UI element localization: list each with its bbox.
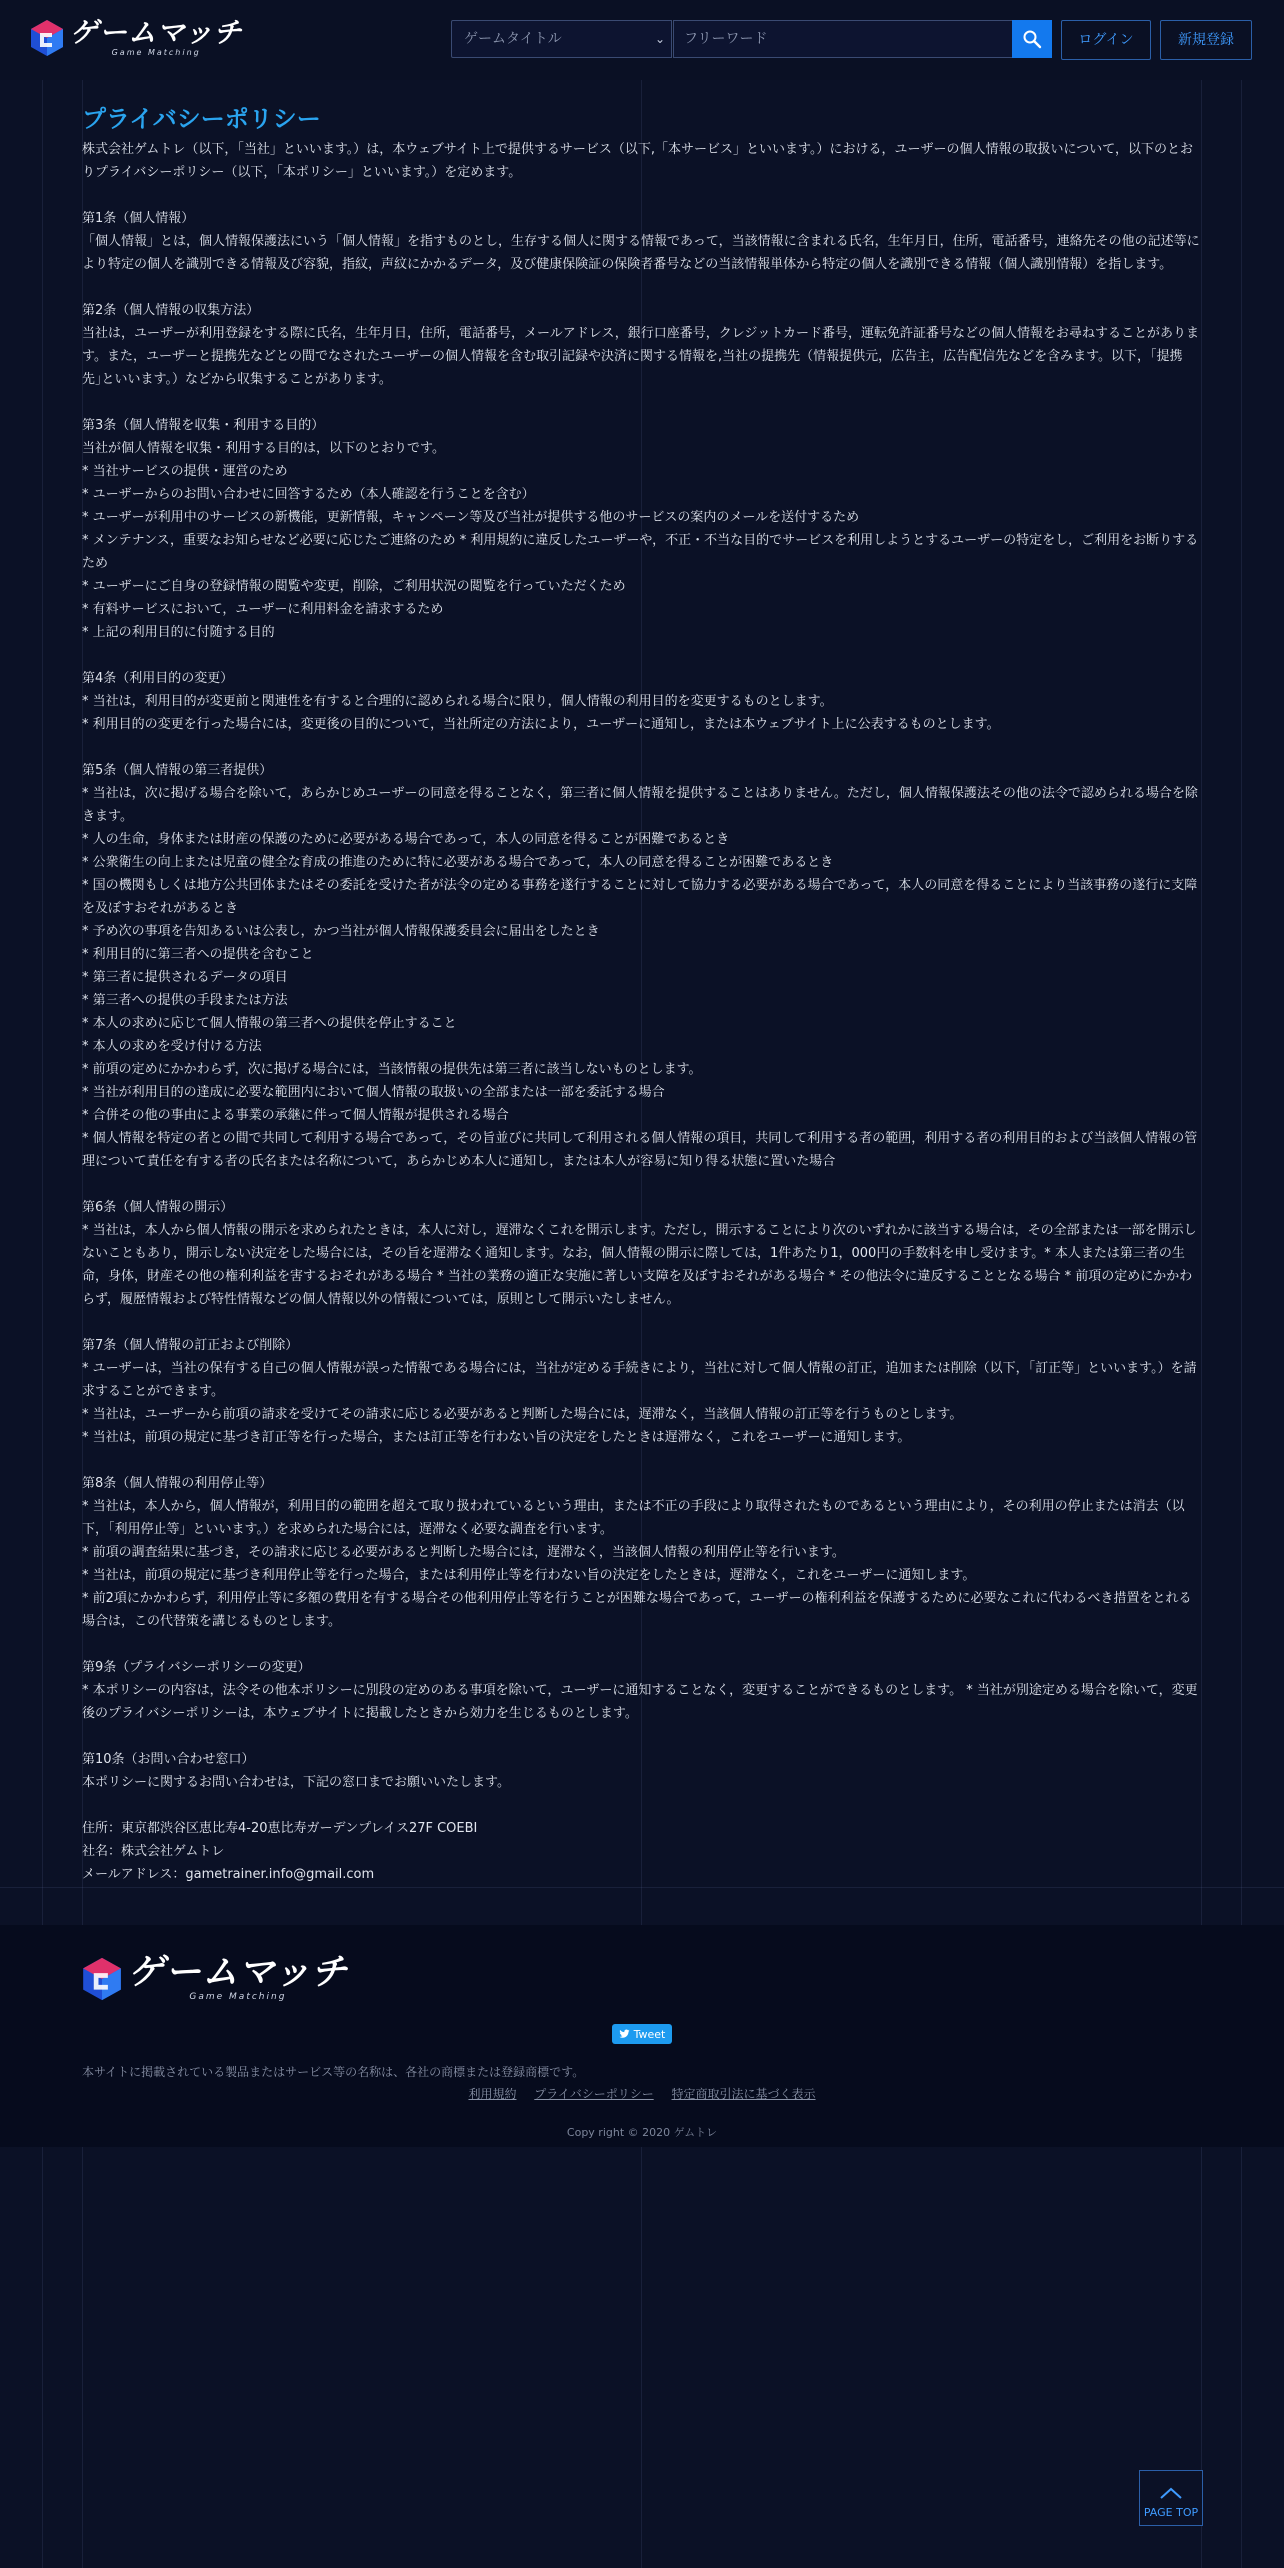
section-heading: 第7条（個人情報の訂正および削除） <box>82 1338 299 1353</box>
tweet-button[interactable] <box>612 2024 672 2044</box>
policy-line: 本ポリシーに関するお問い合わせは，下記の窓口までお願いいたします。 <box>82 1775 510 1790</box>
grid-line <box>1241 0 1242 2568</box>
copyright: Copy right © 2020 ゲムトレ <box>566 2126 718 2139</box>
logo-mark-icon <box>30 19 64 57</box>
policy-line: * 当社は，本人から個人情報の開示を求められたときは，本人に対し，遅滞なくこれを開示します。ただし，開示することにより次のいずれかに該当する場合は，その全部または一部を開示しないこともあり，開示しない決定をした場合には，その旨を遅滞なく通知します。なお，個人情報の開示に際しては，1件あたり1，000円の手数料を申し受けます。* 本人または第三者の生命，身体，財産その他の権利利益を害するおそれがある場合 * 当社の業務の適正な実施に著しい支障を及ぼすおそれがある場合 * その他法令に違反することとなる場合 * 前項の定めにかかわらず，履歴情報および特性情報などの個人情報以外の情報については，原則として開示いたしません。 <box>82 1223 1197 1307</box>
policy-line: * 利用目的の変更を行った場合には，変更後の目的について，当社所定の方法により，ユーザーに通知し，または本ウェブサイト上に公表するものとします。 <box>82 717 1000 732</box>
policy-line: * ユーザーからのお問い合わせに回答するため（本人確認を行うことを含む） <box>82 487 535 502</box>
policy-section <box>82 414 1202 644</box>
section-heading: 第9条（プライバシーポリシーの変更） <box>82 1660 311 1675</box>
game-title-select-value: ゲームタイトル <box>464 31 562 47</box>
login-button[interactable]: ログイン <box>1061 20 1151 60</box>
section-heading: 第10条（お問い合わせ窓口） <box>82 1752 255 1767</box>
chevron-down-icon: ⌄ <box>654 32 665 46</box>
policy-line: * 第三者への提供の手段または方法 <box>82 993 288 1008</box>
section-heading: 第5条（個人情報の第三者提供） <box>82 763 273 778</box>
policy-line: * 利用目的に第三者への提供を含むこと <box>82 947 314 962</box>
policy-line: * 当社は，本人から，個人情報が，利用目的の範囲を超えて取り扱われているという理由，または不正の手段により取得されたものであるという理由により，その利用の停止または消去（以下，「利用停止等」といいます。）を求められた場合には，遅滞なく必要な調査を行います。 <box>82 1499 1185 1537</box>
search-input-placeholder: フリーワード <box>684 31 768 47</box>
policy-line: * 前項の定めにかかわらず，次に掲げる場合には，当該情報の提供先は第三者に該当しないものとします。 <box>82 1062 702 1077</box>
policy-line: * 公衆衛生の向上または児童の健全な育成の推進のために特に必要がある場合であって，本人の同意を得ることが困難であるとき <box>82 855 834 870</box>
policy-line: * ユーザーが利用中のサービスの新機能，更新情報，キャンペーン等及び当社が提供する他のサービスの案内のメールを送付するため <box>82 510 860 525</box>
policy-section <box>82 759 1202 1173</box>
policy-line: * 国の機関もしくは地方公共団体またはその委託を受けた者が法令の定める事務を遂行することに対して協力する必要がある場合であって，本人の同意を得ることにより当該事務の遂行に支障を及ぼすおそれがあるとき <box>82 878 1198 916</box>
policy-line: * 有料サービスにおいて，ユーザーに利用料金を請求するため <box>82 602 444 617</box>
policy-section <box>82 1472 1202 1633</box>
footer-link-commerce[interactable]: 特定商取引法に基づく表示 <box>671 2087 816 2101</box>
chevron-up-icon <box>1159 2486 1183 2500</box>
section-heading: 第6条（個人情報の開示） <box>82 1200 234 1215</box>
page-top-label: PAGE TOP <box>1143 2506 1199 2519</box>
policy-section <box>82 1656 1202 1725</box>
policy-line: * 当社は，前項の規定に基づき利用停止等を行った場合，または利用停止等を行わない旨の決定をしたときは，遅滞なく，これをユーザーに通知します。 <box>82 1568 976 1583</box>
policy-section <box>82 667 1202 736</box>
policy-line: * 本ポリシーの内容は，法令その他本ポリシーに別段の定めのある事項を除いて，ユーザーに通知することなく，変更することができるものとします。 * 当社が別途定める場合を除いて，変更後のプライバシーポリシーは，本ウェブサイトに掲載したときから効力を生じるものとします。 <box>82 1683 1198 1721</box>
section-heading: 第2条（個人情報の収集方法） <box>82 303 260 318</box>
footer-logo-subtext: Game Matching <box>189 1992 287 2002</box>
policy-line: * 本人の求めを受け付ける方法 <box>82 1039 262 1054</box>
policy-line: 「個人情報」とは，個人情報保護法にいう「個人情報」を指すものとし，生存する個人に関する情報であって，当該情報に含まれる氏名，生年月日，住所，電話番号，連絡先その他の記述等により特定の個人を識別できる情報及び容貌，指紋，声紋にかかるデータ，及び健康保険証の保険者番号などの当該情報単体から特定の個人を識別できる情報（個人識別情報）を指します。 <box>82 234 1200 272</box>
policy-section <box>82 1817 1202 1886</box>
policy-section <box>82 299 1202 391</box>
policy-line: 株式会社ゲムトレ（以下，「当社」といいます。）は，本ウェブサイト上で提供するサービス（以下,「本サービス」といいます。）における，ユーザーの個人情報の取扱いについて，以下のとおりプライバシーポリシー（以下，「本ポリシー」といいます。）を定めます。 <box>82 142 1193 180</box>
policy-line: * 当社サービスの提供・運営のため <box>82 464 288 479</box>
logo-subtext: Game Matching <box>111 48 201 57</box>
logo-mark-icon <box>82 1956 122 2002</box>
policy-line: * 第三者に提供されるデータの項目 <box>82 970 288 985</box>
policy-line: * 前2項にかかわらず，利用停止等に多額の費用を有する場合その他利用停止等を行うことが困難な場合であって，ユーザーの権利利益を保護するために必要なこれに代わるべき措置をとれる場合は，この代替策を講じるものとします。 <box>82 1591 1192 1629</box>
policy-section <box>82 207 1202 276</box>
twitter-bird-icon <box>619 2029 630 2039</box>
policy-section <box>82 1196 1202 1311</box>
policy-line: * 当社は，利用目的が変更前と関連性を有すると合理的に認められる場合に限り，個人情報の利用目的を変更するものとします。 <box>82 694 833 709</box>
policy-line: * 前項の調査結果に基づき，その請求に応じる必要があると判断した場合には，遅滞なく，当該個人情報の利用停止等を行います。 <box>82 1545 845 1560</box>
policy-section <box>82 1334 1202 1449</box>
policy-line: * 合併その他の事由による事業の承継に伴って個人情報が提供される場合 <box>82 1108 509 1123</box>
policy-line: * 当社が利用目的の達成に必要な範囲内において個人情報の取扱いの全部または一部を委託する場合 <box>82 1085 665 1100</box>
trademark-disclaimer: 本サイトに掲載されている製品またはサービス等の名称は、各社の商標または登録商標です。 <box>82 2065 585 2079</box>
footer-logo-text: ゲームマッチ <box>128 1952 348 1993</box>
policy-body <box>82 138 1202 1886</box>
policy-line: * 上記の利用目的に付随する目的 <box>82 625 275 640</box>
grid-line <box>42 0 43 2568</box>
policy-line: * 予め次の事項を告知あるいは公表し，かつ当社が個人情報保護委員会に届出をしたとき <box>82 924 600 939</box>
policy-line: * ユーザーにご自身の登録情報の閲覧や変更，削除，ご利用状況の閲覧を行っていただくため <box>82 579 626 594</box>
policy-line: * 当社は，次に掲げる場合を除いて，あらかじめユーザーの同意を得ることなく，第三者に個人情報を提供することはありません。ただし，個人情報保護法その他の法令で認められる場合を除きます。 <box>82 786 1198 824</box>
footer-link-privacy[interactable]: プライバシーポリシー <box>534 2087 654 2101</box>
footer-nav <box>0 2085 1284 2102</box>
site-logo[interactable] <box>30 16 243 57</box>
register-button[interactable]: 新規登録 <box>1160 20 1252 60</box>
policy-section <box>82 138 1202 184</box>
page-top-button[interactable] <box>1139 2470 1203 2526</box>
policy-line: 社名：株式会社ゲムトレ <box>82 1844 225 1859</box>
policy-line: * メンテナンス，重要なお知らせなど必要に応じたご連絡のため * 利用規約に違反したユーザーや，不正・不当な目的でサービスを利用しようとするユーザーの特定をし，ご利用をお断りするため <box>82 533 1199 571</box>
site-header <box>0 0 1284 80</box>
policy-line: * 当社は，前項の規定に基づき訂正等を行った場合，または訂正等を行わない旨の決定をしたときは遅滞なく，これをユーザーに通知します。 <box>82 1430 911 1445</box>
policy-line: * ユーザーは，当社の保有する自己の個人情報が誤った情報である場合には，当社が定める手続きにより，当社に対して個人情報の訂正，追加または削除（以下，「訂正等」といいます。）を請求することができます。 <box>82 1361 1197 1399</box>
policy-line: * 本人の求めに応じて個人情報の第三者への提供を停止すること <box>82 1016 457 1031</box>
footer-link-terms[interactable]: 利用規約 <box>468 2087 517 2101</box>
privacy-policy-content <box>82 100 1202 1886</box>
policy-line: * 個人情報を特定の者との間で共同して利用する場合であって，その旨並びに共同して利用される個人情報の項目，共同して利用する者の範囲，利用する者の利用目的および当該個人情報の管理について責任を有する者の氏名または名称について，あらかじめ本人に通知し，または本人が容易に知り得る状態に置いた場合 <box>82 1131 1198 1169</box>
section-heading: 第3条（個人情報を収集・利用する目的） <box>82 418 325 433</box>
logo-text: ゲームマッチ <box>70 16 243 49</box>
section-heading: 第1条（個人情報） <box>82 211 195 226</box>
section-heading: 第8条（個人情報の利用停止等） <box>82 1476 273 1491</box>
section-heading: 第4条（利用目的の変更） <box>82 671 234 686</box>
grid-line <box>0 1887 1284 1888</box>
policy-line: * 当社は，ユーザーから前項の請求を受けてその請求に応じる必要があると判断した場合には，遅滞なく，当該個人情報の訂正等を行うものとします。 <box>82 1407 963 1422</box>
search-icon <box>1022 29 1042 49</box>
policy-line: 住所：東京都渋谷区恵比寿4-20恵比寿ガーデンプレイス27F COEBI <box>82 1821 478 1836</box>
page-title: プライバシーポリシー <box>82 105 321 133</box>
search-input[interactable] <box>673 20 1013 58</box>
tweet-label: Tweet <box>633 2027 666 2041</box>
policy-line: 当社は，ユーザーが利用登録をする際に氏名，生年月日，住所，電話番号，メールアドレス，銀行口座番号，クレジットカード番号，運転免許証番号などの個人情報をお尋ねすることがあります。また，ユーザーと提携先などとの間でなされたユーザーの個人情報を含む取引記録や決済に関する情報を,当社の提携先（情報提供元，広告主，広告配信先などを含みます。以下，｢提携先｣といいます。）などから収集することがあります。 <box>82 326 1200 387</box>
footer-logo[interactable] <box>82 1952 348 2002</box>
policy-line: メールアドレス：gametrainer.info@gmail.com <box>82 1867 375 1882</box>
policy-line: 当社が個人情報を収集・利用する目的は，以下のとおりです。 <box>82 441 445 456</box>
policy-line: * 人の生命，身体または財産の保護のために必要がある場合であって，本人の同意を得ることが困難であるとき <box>82 832 730 847</box>
game-title-select[interactable] <box>451 20 672 58</box>
search-button[interactable] <box>1012 20 1052 58</box>
policy-section <box>82 1748 1202 1794</box>
